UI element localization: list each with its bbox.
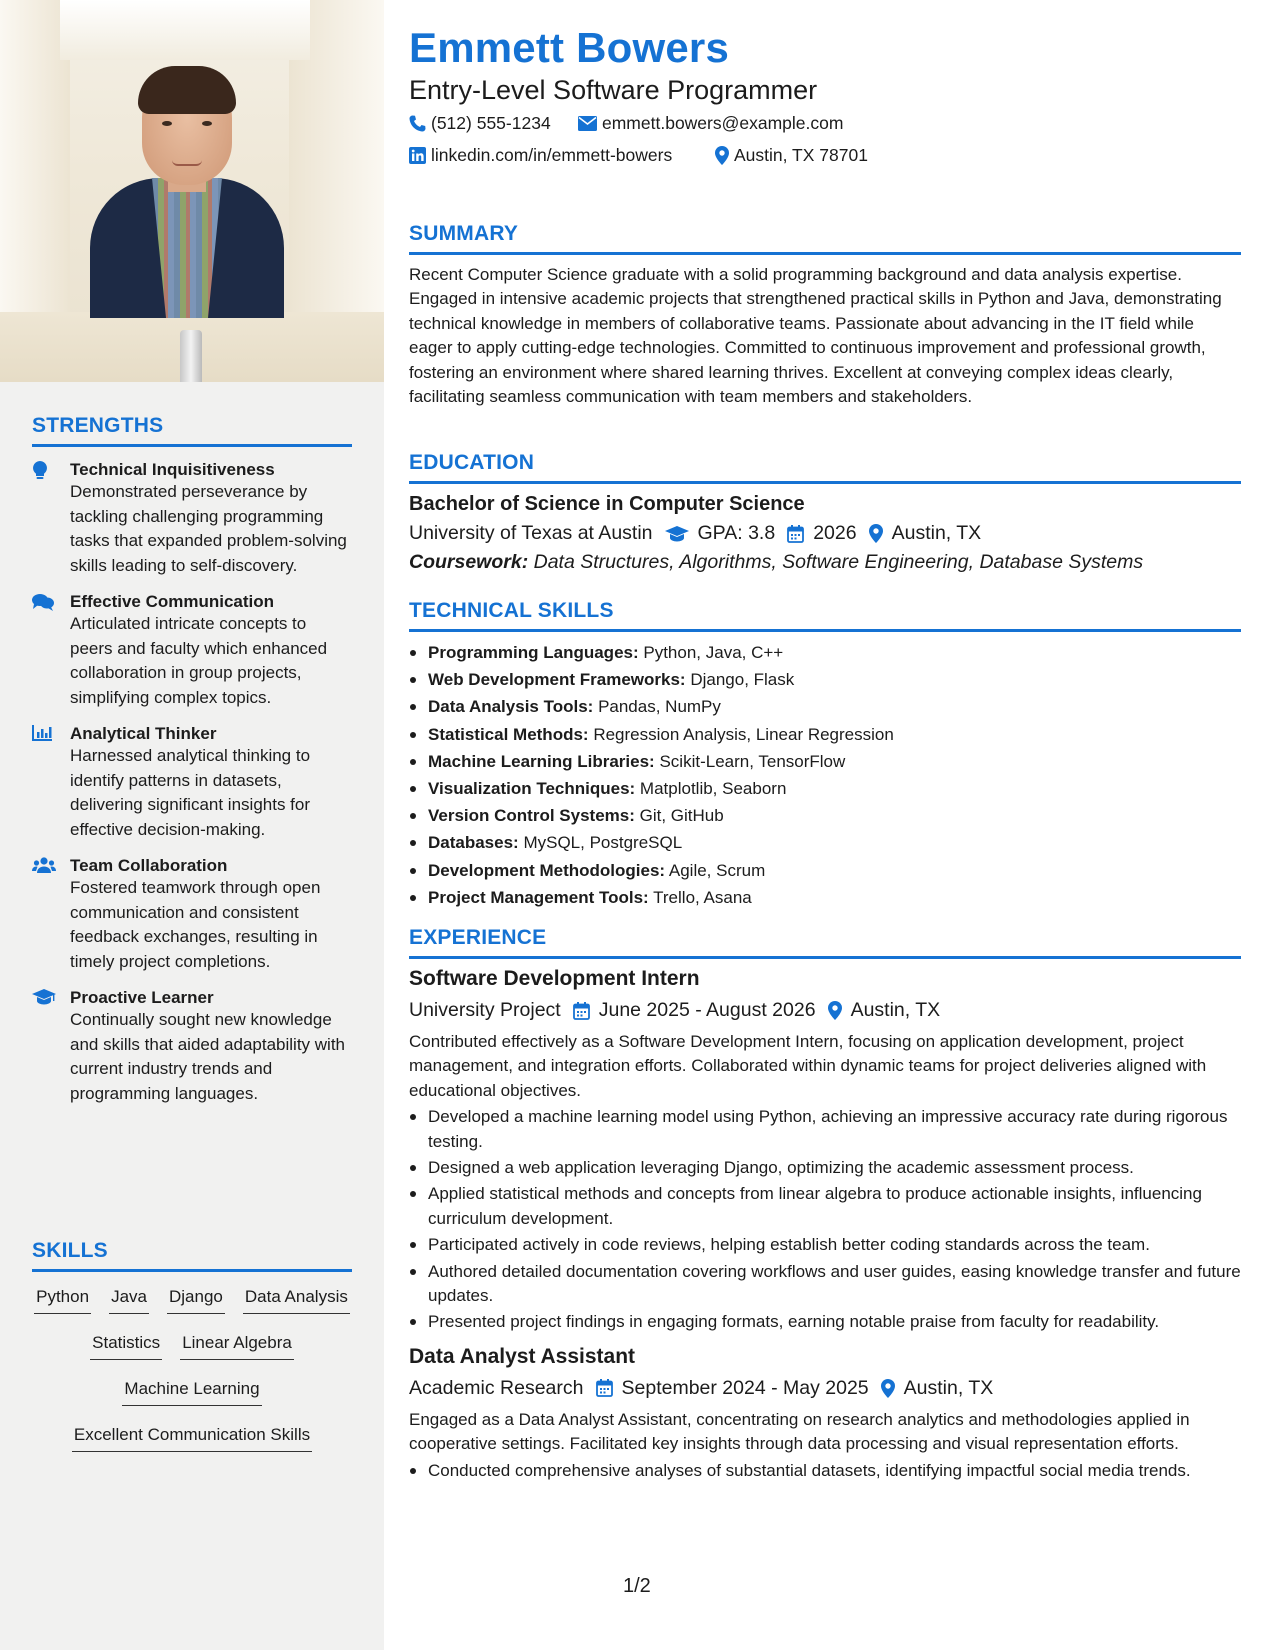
- map-pin-icon: [715, 146, 729, 165]
- skill-tag: Django: [167, 1286, 225, 1314]
- email-contact[interactable]: [578, 113, 843, 134]
- phone-contact[interactable]: [409, 113, 551, 134]
- strength-desc: Demonstrated perseverance by tackling challenging programming tasks that expanded problem-solving skills leading to self-discovery.: [70, 482, 347, 575]
- degree-title: Bachelor of Science in Computer Science: [409, 493, 805, 515]
- skill-tag: Machine Learning: [122, 1378, 261, 1406]
- job-org: University Project: [409, 999, 561, 1021]
- graduation-year: 2026: [813, 522, 857, 544]
- list-item: Project Management Tools: Trello, Asana: [409, 884, 1241, 911]
- phone-icon: [409, 115, 426, 132]
- strength-item: [32, 459, 352, 578]
- list-item: Applied statistical methods and concepts from linear algebra to produce actionable insights, influencing curriculum development.: [409, 1182, 1241, 1231]
- graduation-cap-icon: [665, 526, 689, 542]
- list-item: Authored detailed documentation covering workflows and user guides, easing knowledge transfer and future updates.: [409, 1260, 1241, 1309]
- education-section: [409, 451, 1241, 574]
- strengths-heading: STRENGTHS: [32, 414, 352, 447]
- location-contact: [715, 145, 868, 166]
- education-meta: [409, 522, 1241, 545]
- strength-title: Technical Inquisitiveness: [70, 460, 275, 479]
- list-item: Web Development Frameworks: Django, Flask: [409, 666, 1241, 693]
- summary-section: [409, 222, 1241, 409]
- job-dates: September 2024 - May 2025: [621, 1376, 869, 1399]
- job-location: Austin, TX: [903, 1376, 994, 1399]
- job-title: Software Development Intern: [409, 967, 700, 990]
- job-bullets: [409, 1105, 1241, 1335]
- job-org: Academic Research: [409, 1376, 584, 1399]
- technical-skills-section: [409, 599, 1241, 911]
- job-meta: [409, 999, 1241, 1022]
- strength-title: Analytical Thinker: [70, 724, 217, 743]
- map-pin-icon: [828, 1001, 842, 1020]
- list-item: Developed a machine learning model using Python, achieving an impressive accuracy rate during rigorous testing.: [409, 1105, 1241, 1154]
- map-pin-icon: [869, 524, 883, 543]
- job-meta: [409, 1377, 1241, 1400]
- skills-section: [32, 1239, 352, 1452]
- job-bullets: [409, 1459, 1241, 1483]
- strength-title: Proactive Learner: [70, 988, 214, 1007]
- experience-heading: EXPERIENCE: [409, 926, 1241, 959]
- profile-photo: [0, 0, 384, 382]
- phone-text: (512) 555-1234: [431, 113, 551, 133]
- email-text: emmett.bowers@example.com: [602, 113, 844, 133]
- strength-item: [32, 723, 352, 842]
- lightbulb-icon: [32, 459, 70, 578]
- job-dates: June 2025 - August 2026: [598, 999, 816, 1021]
- job-location: Austin, TX: [850, 999, 941, 1021]
- sidebar: [0, 0, 384, 1650]
- education-heading: EDUCATION: [409, 451, 1241, 484]
- list-item: Data Analysis Tools: Pandas, NumPy: [409, 693, 1241, 720]
- school-location: Austin, TX: [891, 522, 982, 544]
- coursework-line: [409, 551, 1241, 574]
- skill-tag: Statistics: [90, 1332, 162, 1360]
- coursework-label: Coursework:: [409, 551, 529, 573]
- school-name: University of Texas at Austin: [409, 522, 653, 544]
- technical-skills-heading: TECHNICAL SKILLS: [409, 599, 1241, 632]
- list-item: Version Control Systems: Git, GitHub: [409, 802, 1241, 829]
- calendar-icon: [573, 1002, 590, 1020]
- users-icon: [32, 855, 70, 974]
- candidate-role: Entry-Level Software Programmer: [409, 75, 818, 105]
- strengths-section: [32, 414, 352, 1106]
- page-number: 1/2: [623, 1575, 651, 1597]
- list-item: Presented project findings in engaging formats, earning notable praise from faculty for readability.: [409, 1310, 1241, 1334]
- list-item: Machine Learning Libraries: Scikit-Learn, TensorFlow: [409, 748, 1241, 775]
- skill-tag: Python: [34, 1286, 91, 1314]
- bar-chart-icon: [32, 723, 70, 842]
- job-summary: Contributed effectively as a Software Development Intern, focusing on application development, project management, and integration efforts. Collaborated within dynamic teams for project deliveries aligned with educational objectives.: [409, 1032, 1207, 1100]
- skill-tag: Java: [109, 1286, 149, 1314]
- strength-desc: Harnessed analytical thinking to identify patterns in datasets, delivering significant insights for effective decision-making.: [70, 746, 311, 839]
- calendar-icon: [596, 1379, 613, 1397]
- technical-skills-list: [409, 639, 1241, 911]
- skills-heading: SKILLS: [32, 1239, 352, 1272]
- strength-title: Team Collaboration: [70, 856, 228, 875]
- list-item: Programming Languages: Python, Java, C++: [409, 639, 1241, 666]
- skill-tag: Linear Algebra: [180, 1332, 294, 1360]
- strength-desc: Articulated intricate concepts to peers and faculty which enhanced collaboration in group projects, simplifying complex topics.: [70, 614, 328, 707]
- strength-title: Effective Communication: [70, 592, 275, 611]
- skills-list: [32, 1286, 352, 1452]
- location-text: Austin, TX 78701: [734, 145, 868, 165]
- strength-item: [32, 855, 352, 974]
- linkedin-contact[interactable]: [409, 145, 672, 166]
- gpa: GPA: 3.8: [697, 522, 776, 544]
- calendar-icon: [787, 525, 804, 543]
- graduation-cap-icon: [32, 987, 70, 1106]
- coursework-list: Data Structures, Algorithms, Software Engineering, Database Systems: [533, 551, 1144, 573]
- summary-heading: SUMMARY: [409, 222, 1241, 255]
- job-summary: Engaged as a Data Analyst Assistant, concentrating on research analytics and methodologies applied in cooperative settings. Facilitated key insights through data processing and visual representation efforts.: [409, 1409, 1190, 1454]
- experience-section: [409, 926, 1241, 1483]
- list-item: Visualization Techniques: Matplotlib, Seaborn: [409, 775, 1241, 802]
- strength-desc: Continually sought new knowledge and skills that aided adaptability with current industry trends and programming languages.: [70, 1010, 345, 1103]
- strength-item: [32, 987, 352, 1106]
- skill-tag: Data Analysis: [243, 1286, 350, 1314]
- strength-item: [32, 591, 352, 710]
- list-item: Databases: MySQL, PostgreSQL: [409, 829, 1241, 856]
- list-item: Conducted comprehensive analyses of substantial datasets, identifying impactful social media trends.: [409, 1459, 1241, 1483]
- strength-desc: Fostered teamwork through open communication and consistent feedback exchanges, resulting in timely project completions.: [70, 878, 321, 971]
- list-item: Participated actively in code reviews, helping establish better coding standards across the team.: [409, 1233, 1241, 1257]
- candidate-name: Emmett Bowers: [409, 24, 730, 71]
- map-pin-icon: [881, 1379, 895, 1398]
- linkedin-icon: [409, 147, 426, 164]
- summary-text: Recent Computer Science graduate with a solid programming background and data analysis expertise. Engaged in intensive academic projects that strengthened practical skills in Python and Java, demonstrating technical knowledge in members of collaborative teams. Passionate about advancing in the IT field while eager to apply cutting-edge technologies. Committed to continuous improvement and professional growth, fostering an environment where shared learning thrives. Excellent at conveying complex ideas clearly, facilitating seamless communication with team members and stakeholders.: [409, 265, 1222, 407]
- list-item: Statistical Methods: Regression Analysis, Linear Regression: [409, 721, 1241, 748]
- comments-icon: [32, 591, 70, 710]
- list-item: Designed a web application leveraging Django, optimizing the academic assessment process.: [409, 1156, 1241, 1180]
- list-item: Development Methodologies: Agile, Scrum: [409, 857, 1241, 884]
- job-title: Data Analyst Assistant: [409, 1344, 636, 1368]
- linkedin-text: linkedin.com/in/emmett-bowers: [431, 145, 673, 165]
- envelope-icon: [578, 116, 597, 131]
- skill-tag: Excellent Communication Skills: [72, 1424, 312, 1452]
